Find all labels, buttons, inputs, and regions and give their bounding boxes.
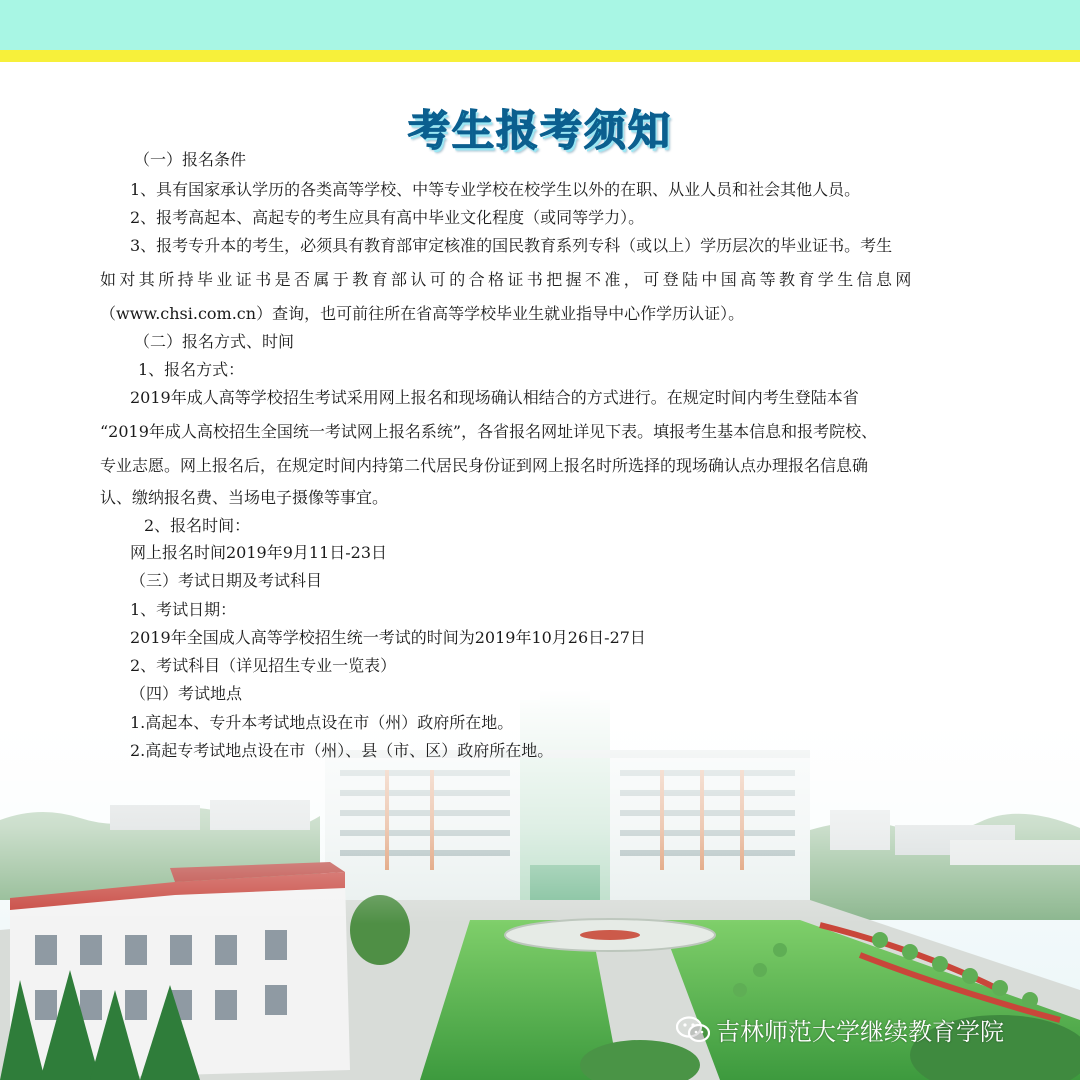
exam-subjects: 2、考试科目（详见招生专业一览表） <box>130 656 397 675</box>
page-title: 考生报考须知 <box>407 106 672 155</box>
location-item-1: 1.高起本、专升本考试地点设在市（州）政府所在地。 <box>130 713 514 732</box>
condition-item-3-line-1: 3、报考专升本的考生，必须具有教育部审定核准的国民教育系列专科（或以上）学历层次的毕业证书。考生 <box>130 236 893 255</box>
section-heading: （一）报名条件 <box>134 150 247 169</box>
method-para-line-2: “2019年成人高校招生全国统一考试网上报名系统”，各省报名网址详见下表。填报考生基本信息和报考院校、 <box>100 422 878 441</box>
registration-time: 网上报名时间2019年9月11日-23日 <box>130 543 388 562</box>
condition-item-1: 1、具有国家承认学历的各类高等学校、中等专业学校在校学生以外的在职、从业人员和社会其他人员。 <box>130 180 861 199</box>
watermark-text: 吉林师范大学继续教育学院 <box>716 1018 1004 1046</box>
section-heading: （二）报名方式、时间 <box>134 332 295 351</box>
section-heading: （三）考试日期及考试科目 <box>130 571 323 590</box>
condition-item-2: 2、报考高起本、高起专的考生应具有高中毕业文化程度（或同等学力）。 <box>130 208 645 227</box>
top-mint-band <box>0 0 1080 50</box>
exam-date-subheading: 1、考试日期： <box>130 600 237 619</box>
exam-date: 2019年全国成人高等学校招生统一考试的时间为2019年10月26日-27日 <box>130 628 646 647</box>
wechat-icon <box>676 1016 710 1044</box>
condition-item-3-line-3: （www.chsi.com.cn）查询，也可前往所在省高等学校毕业生就业指导中心作学历认证）。 <box>100 304 745 323</box>
wechat-watermark <box>676 1012 1004 1047</box>
time-subheading: 2、报名时间： <box>144 516 251 535</box>
method-para-line-1: 2019年成人高等学校招生考试采用网上报名和现场确认相结合的方式进行。在规定时间内考生登陆本省 <box>130 388 859 407</box>
condition-item-3-line-2: 如对其所持毕业证书是否属于教育部认可的合格证书把握不准，可登陆中国高等教育学生信息网 <box>100 270 915 289</box>
location-item-2: 2.高起专考试地点设在市（州）、县（市、区）政府所在地。 <box>130 741 554 760</box>
method-para-line-4: 认、缴纳报名费、当场电子摄像等事宜。 <box>100 488 389 507</box>
section-heading: （四）考试地点 <box>130 684 243 703</box>
method-subheading: 1、报名方式： <box>138 360 245 379</box>
method-para-line-3: 专业志愿。网上报名后，在规定时间内持第二代居民身份证到网上报名时所选择的现场确认点办理报名信息确 <box>100 456 869 475</box>
